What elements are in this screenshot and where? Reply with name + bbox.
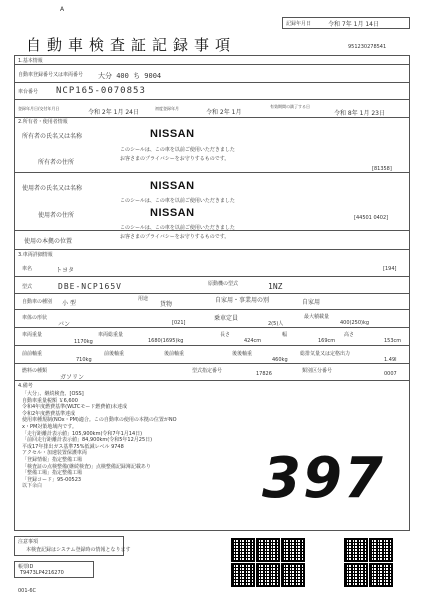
qr-code bbox=[281, 538, 305, 562]
engine-value: 1NZ bbox=[268, 282, 283, 291]
owner-name-label: 所有者の氏名又は名称 bbox=[22, 133, 83, 140]
kind-label: 自動車の種別 bbox=[22, 299, 53, 305]
displacement-value: 1.49l bbox=[384, 357, 397, 363]
purpose-value: 自家用 bbox=[302, 299, 321, 306]
reg-label: 自動車登録番号又は車両番号 bbox=[18, 72, 84, 78]
nissan-logo: NISSAN bbox=[150, 128, 195, 140]
qr-code bbox=[281, 563, 305, 587]
notes-text: 本検査記録はシステム登録時の情報となります bbox=[26, 547, 131, 553]
owner-code: [81358] bbox=[372, 166, 392, 172]
page-code: 001-6C bbox=[18, 588, 37, 594]
remark-line: 自動車重量税額 ￥6,600 bbox=[22, 397, 78, 404]
first-year-value: 令和 2年 1月 bbox=[206, 109, 242, 116]
qr-code bbox=[231, 563, 255, 587]
privacy-text: お客さまのプライバシーをお守りするものです。 bbox=[120, 156, 230, 162]
body-label: 車体の形状 bbox=[22, 315, 48, 321]
divider bbox=[14, 309, 410, 310]
form-id-label: 帳票ID bbox=[18, 564, 34, 570]
remark-line: アクセル・加速装置保護車両 bbox=[22, 450, 87, 457]
front-axle-value: 710kg bbox=[76, 357, 92, 363]
record-date-label: 記録年月日 bbox=[286, 21, 312, 27]
section2-heading: 2.所有者・使用者情報 bbox=[18, 119, 68, 125]
type-no-label: 型式指定番号 bbox=[192, 368, 223, 374]
nissan-logo: NISSAN bbox=[150, 180, 195, 192]
model-value: DBE-NCP165V bbox=[58, 282, 122, 291]
fuel-value: ガソリン bbox=[60, 374, 85, 381]
remark-line: 使用車種規制(NOx・PM)適合。この自動車の使用の本拠の位置がNO bbox=[22, 417, 177, 424]
first-reg-value: 令和 2年 1月 24日 bbox=[88, 109, 139, 116]
maker-code: [194] bbox=[383, 266, 397, 272]
front-axle-label: 前前軸重 bbox=[22, 351, 43, 357]
body-code: [021] bbox=[172, 320, 186, 326]
privacy-text: このシールは、この車を以前ご使用いただきました bbox=[120, 198, 235, 204]
divider bbox=[14, 363, 410, 364]
max-load-value: 400(250)kg bbox=[340, 320, 370, 326]
form-id-value: T9473LP4216270 bbox=[20, 570, 64, 576]
reg-value: 大分 400 ち 9004 bbox=[98, 72, 162, 80]
user-name-label: 使用者の氏名又は名称 bbox=[22, 185, 83, 192]
divider bbox=[14, 276, 410, 277]
remark-line: 「登録コード」95-00523 bbox=[22, 476, 82, 483]
qr-code bbox=[369, 538, 393, 562]
remarks-list bbox=[22, 391, 262, 490]
serial-number: 951230278541 bbox=[348, 44, 387, 50]
chassis-value: NCP165-0070853 bbox=[56, 86, 146, 96]
use-label: 用途 bbox=[138, 296, 149, 302]
qr-code bbox=[256, 563, 280, 587]
remark-line: x・PM対策地域内です。 bbox=[22, 423, 77, 430]
remark-line: 「整備工場」指定整備工場 bbox=[22, 470, 83, 477]
document-title: 自動車検査証記録事項 bbox=[26, 36, 237, 54]
divider bbox=[14, 327, 410, 328]
remark-line: 「前回走行距離計表示値」84,900km(令和5年12月25日) bbox=[22, 437, 153, 444]
maker-label: 車名 bbox=[22, 266, 33, 272]
first-reg-label: 登録年月日/交付年月日 bbox=[18, 106, 60, 111]
remark-line: 「検査証の点検整備(継続検査)」点検整備記録簿記載あり bbox=[22, 463, 151, 470]
width-label: 幅 bbox=[282, 332, 288, 338]
divider bbox=[14, 64, 410, 65]
kind-value: 小 型 bbox=[62, 300, 76, 307]
type-no-value: 17826 bbox=[256, 371, 272, 377]
height-label: 高さ bbox=[344, 332, 355, 338]
weight-value: 1170kg bbox=[74, 339, 93, 345]
height-value: 153cm bbox=[384, 338, 402, 344]
maker-value: トヨタ bbox=[56, 267, 75, 274]
divider bbox=[14, 249, 410, 250]
corner-mark: A bbox=[60, 6, 65, 13]
rear2-axle-value: 460kg bbox=[272, 357, 288, 363]
divider bbox=[14, 345, 410, 346]
weight-label: 車両重量 bbox=[22, 332, 43, 338]
privacy-text: このシールは、この車を以前ご使用いただきました bbox=[120, 225, 235, 231]
remark-line: 平成17年排出ガス基準75%低減レベル 9748 bbox=[22, 443, 124, 450]
first-year-label: 初度登録年月 bbox=[155, 106, 179, 111]
gross-label: 車両総重量 bbox=[98, 332, 124, 338]
divider bbox=[14, 99, 410, 100]
remark-line: 「走行距離計表示値」105,900km(令和7年1月14日) bbox=[22, 430, 143, 437]
remark-line: 「大分」、継続検査、[OSS] bbox=[22, 391, 84, 397]
capacity-value: 2(5)人 bbox=[268, 321, 284, 327]
privacy-text: このシールは、この車を以前ご使用いただきました bbox=[120, 147, 235, 153]
model-label: 型式 bbox=[22, 284, 33, 290]
length-label: 長さ bbox=[220, 332, 231, 338]
remark-line: 「登録情報」指定整備工場 bbox=[22, 456, 83, 463]
privacy-text: お客さまのプライバシーをお守りするものです。 bbox=[120, 234, 230, 240]
base-label: 使用の本拠の位置 bbox=[24, 238, 73, 245]
divider bbox=[14, 293, 410, 294]
owner-addr-label: 所有者の住所 bbox=[38, 159, 75, 166]
qr-code bbox=[231, 538, 255, 562]
length-value: 424cm bbox=[244, 338, 262, 344]
max-load-label: 最大積載量 bbox=[304, 314, 330, 320]
gross-value: 1680(1695)kg bbox=[148, 338, 184, 344]
divider bbox=[14, 172, 410, 173]
section1-heading: 1.基本情報 bbox=[18, 58, 43, 64]
expiry-label: 有効期間の満了する日 bbox=[270, 104, 310, 109]
displacement-label: 総排気量又は定格出力 bbox=[300, 351, 351, 357]
capacity-label: 乗車定員 bbox=[214, 315, 239, 322]
qr-code bbox=[369, 563, 393, 587]
engine-label: 原動機の型式 bbox=[208, 281, 239, 287]
divider bbox=[14, 117, 410, 118]
qr-code bbox=[344, 538, 368, 562]
user-addr-label: 使用者の住所 bbox=[38, 212, 75, 219]
class-no-label: 類別区分番号 bbox=[302, 368, 333, 374]
expiry-value: 令和 8年 1月 23日 bbox=[334, 110, 385, 117]
width-value: 169cm bbox=[318, 338, 336, 344]
user-code: [44501 0402] bbox=[354, 215, 389, 221]
class-no-value: 0007 bbox=[384, 371, 397, 377]
divider bbox=[14, 230, 410, 231]
divider bbox=[14, 380, 410, 381]
front2-axle-label: 前後軸重 bbox=[104, 351, 125, 357]
fuel-label: 燃料の種類 bbox=[22, 368, 48, 374]
divider bbox=[14, 82, 410, 83]
notes-label: 注意事項 bbox=[18, 539, 39, 545]
chassis-label: 車台番号 bbox=[18, 89, 39, 95]
remark-line: 令和4年度燃費基準(WLTCモード燃費値)未達成 bbox=[22, 404, 128, 411]
body-value: バン bbox=[58, 321, 71, 328]
nissan-logo: NISSAN bbox=[150, 207, 195, 219]
record-date-value: 令和 7年 1月 14日 bbox=[328, 21, 379, 28]
qr-code bbox=[256, 538, 280, 562]
handwritten-number: 397 bbox=[262, 446, 385, 511]
purpose-label: 自家用・事業用の別 bbox=[215, 297, 270, 304]
section4-heading: 4.備考 bbox=[18, 383, 33, 389]
remark-line: 以下余白 bbox=[22, 483, 43, 490]
section3-heading: 3.車両詳細情報 bbox=[18, 252, 53, 258]
use-value: 貨物 bbox=[160, 301, 173, 308]
qr-code bbox=[344, 563, 368, 587]
rear-axle-label: 後前軸重 bbox=[164, 351, 185, 357]
rear2-axle-label: 後後軸重 bbox=[232, 351, 253, 357]
remark-line: 令和2年度燃費基準達成 bbox=[22, 410, 76, 417]
